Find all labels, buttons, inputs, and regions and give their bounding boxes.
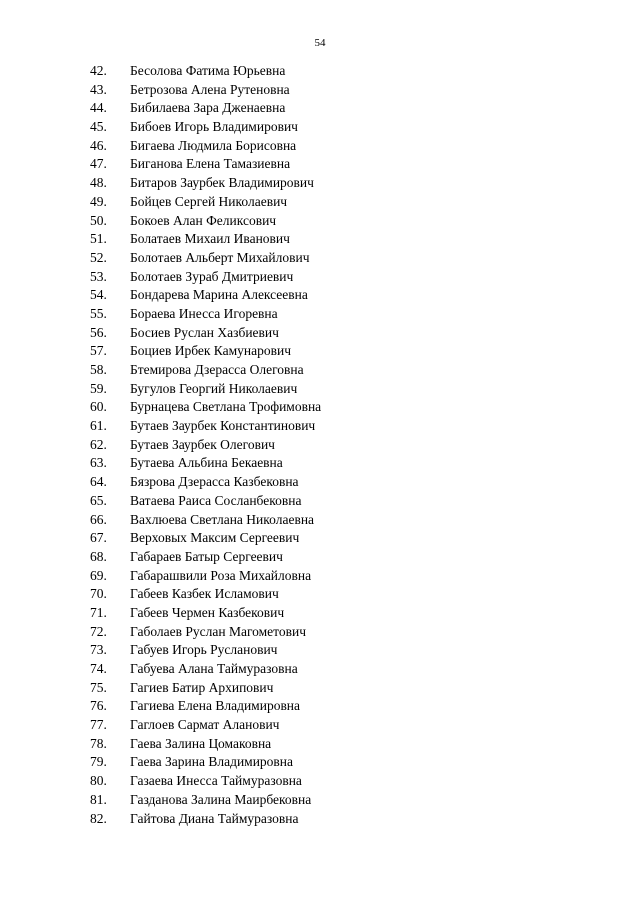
list-item bbox=[0, 735, 640, 754]
list-item-number: 59. bbox=[90, 380, 107, 396]
list-item bbox=[0, 268, 640, 287]
list-item bbox=[0, 548, 640, 567]
list-item-number: 71. bbox=[90, 604, 107, 620]
list-item-name: Бойцев Сергей Николаевич bbox=[130, 193, 288, 209]
list-item-name: Гагиева Елена Владимировна bbox=[130, 698, 301, 714]
list-item-number: 74. bbox=[90, 661, 107, 676]
list-item-name: Бигаева Людмила Борисовна bbox=[130, 137, 297, 153]
list-item bbox=[0, 660, 640, 679]
list-item-number: 81. bbox=[90, 791, 107, 807]
list-item-number: 79. bbox=[90, 754, 107, 770]
list-item-number: 76. bbox=[90, 698, 107, 714]
list-item-name: Босиев Руслан Хазбиевич bbox=[130, 324, 279, 340]
list-item-number: 52. bbox=[90, 249, 107, 265]
list-item-number: 78. bbox=[90, 735, 107, 751]
list-item bbox=[0, 174, 640, 193]
list-item-name: Вахлюева Светлана Николаевна bbox=[130, 511, 315, 527]
list-item-number: 75. bbox=[90, 679, 107, 695]
list-item bbox=[0, 99, 640, 118]
list-item bbox=[0, 118, 640, 137]
list-item-name: Габолаев Руслан Магометович bbox=[130, 623, 307, 639]
list-item-name: Габараев Батыр Сергеевич bbox=[130, 548, 283, 564]
list-item-number: 66. bbox=[90, 511, 107, 527]
list-item-name: Гаглоев Сармат Аланович bbox=[130, 717, 280, 733]
list-item bbox=[0, 641, 640, 660]
list-item-number: 80. bbox=[90, 773, 107, 789]
list-item-number: 69. bbox=[90, 567, 107, 583]
list-item bbox=[0, 810, 640, 829]
list-item-name: Болатаев Михаил Иванович bbox=[130, 231, 290, 247]
list-item-number: 73. bbox=[90, 642, 107, 658]
list-item-name: Болотаев Зураб Дмитриевич bbox=[130, 268, 294, 284]
list-item-name: Боциев Ирбек Камунарович bbox=[130, 343, 292, 359]
list-item bbox=[0, 62, 640, 81]
list-item-number: 49. bbox=[90, 193, 107, 209]
list-item-number: 68. bbox=[90, 548, 107, 564]
list-item-number: 77. bbox=[90, 717, 107, 733]
list-item bbox=[0, 249, 640, 268]
list-item bbox=[0, 398, 640, 417]
list-item bbox=[0, 753, 640, 772]
list-item bbox=[0, 791, 640, 810]
list-item bbox=[0, 511, 640, 530]
list-item-name: Бибоев Игорь Владимирович bbox=[130, 119, 298, 135]
list-item-number: 65. bbox=[90, 492, 107, 508]
name-list bbox=[0, 62, 640, 828]
list-item-name: Гагиев Батир Архипович bbox=[130, 679, 274, 695]
list-item-name: Верховых Максим Сергеевич bbox=[130, 530, 300, 546]
list-item bbox=[0, 436, 640, 455]
list-item-number: 44. bbox=[90, 100, 107, 116]
list-item-number: 46. bbox=[90, 137, 107, 153]
list-item bbox=[0, 567, 640, 586]
list-item-name: Бугулов Георгий Николаевич bbox=[130, 380, 298, 396]
list-item-number: 42. bbox=[90, 63, 107, 78]
list-item-name: Бетрозова Алена Рутеновна bbox=[130, 81, 290, 97]
list-item-number: 51. bbox=[90, 231, 107, 247]
list-item bbox=[0, 492, 640, 511]
list-item-name: Бтемирова Дзерасса Олеговна bbox=[130, 362, 304, 377]
list-item bbox=[0, 529, 640, 548]
list-item-number: 45. bbox=[90, 119, 107, 135]
list-item-name: Бесолова Фатима Юрьевна bbox=[130, 63, 286, 78]
list-item bbox=[0, 604, 640, 623]
list-item-number: 47. bbox=[90, 156, 107, 172]
list-item bbox=[0, 454, 640, 473]
list-item-number: 58. bbox=[90, 362, 107, 377]
list-item-name: Бурнацева Светлана Трофимовна bbox=[130, 399, 322, 415]
list-item-number: 67. bbox=[90, 530, 107, 546]
list-item-number: 61. bbox=[90, 418, 107, 434]
list-item bbox=[0, 772, 640, 791]
list-item bbox=[0, 324, 640, 343]
list-item bbox=[0, 697, 640, 716]
list-item-name: Битаров Заурбек Владимирович bbox=[130, 175, 314, 191]
list-item-name: Габарашвили Роза Михайловна bbox=[130, 567, 312, 583]
list-item-name: Бораева Инесса Игоревна bbox=[130, 305, 278, 321]
list-item bbox=[0, 342, 640, 361]
list-item-number: 60. bbox=[90, 399, 107, 415]
list-item bbox=[0, 623, 640, 642]
list-item-name: Бутаев Заурбек Олегович bbox=[130, 436, 275, 452]
list-item-name: Газданова Залина Маирбековна bbox=[130, 791, 312, 807]
list-item-name: Газаева Инесса Таймуразовна bbox=[130, 773, 302, 789]
list-item bbox=[0, 230, 640, 249]
list-item-number: 72. bbox=[90, 623, 107, 639]
list-item-number: 63. bbox=[90, 455, 107, 471]
list-item-name: Бутаева Альбина Бекаевна bbox=[130, 455, 283, 471]
list-item-number: 50. bbox=[90, 212, 107, 228]
list-item bbox=[0, 155, 640, 174]
list-item bbox=[0, 716, 640, 735]
list-item-name: Гайтова Диана Таймуразовна bbox=[130, 810, 299, 826]
list-item-name: Габуев Игорь Русланович bbox=[130, 642, 278, 658]
list-item-number: 62. bbox=[90, 436, 107, 452]
list-item bbox=[0, 137, 640, 156]
list-item-number: 48. bbox=[90, 175, 107, 191]
list-item bbox=[0, 417, 640, 436]
list-item-number: 56. bbox=[90, 324, 107, 340]
list-item-number: 64. bbox=[90, 474, 107, 490]
list-item bbox=[0, 81, 640, 100]
list-item bbox=[0, 193, 640, 212]
list-item bbox=[0, 286, 640, 305]
list-item-name: Болотаев Альберт Михайлович bbox=[130, 249, 310, 265]
list-item-number: 55. bbox=[90, 305, 107, 321]
list-item-name: Габуева Алана Таймуразовна bbox=[130, 661, 298, 676]
list-item bbox=[0, 305, 640, 324]
list-item-number: 43. bbox=[90, 81, 107, 97]
list-item-number: 70. bbox=[90, 586, 107, 602]
list-item-name: Ватаева Раиса Сосланбековна bbox=[130, 492, 302, 508]
list-item-number: 57. bbox=[90, 343, 107, 359]
page-number: 54 bbox=[314, 37, 326, 49]
list-item-name: Гаева Залина Цомаковна bbox=[130, 735, 272, 751]
list-item-name: Бутаев Заурбек Константинович bbox=[130, 418, 316, 434]
list-item bbox=[0, 380, 640, 399]
list-item-name: Биганова Елена Тамазиевна bbox=[130, 156, 291, 172]
list-item-name: Гаева Зарина Владимировна bbox=[130, 754, 294, 770]
list-item-name: Габеев Казбек Исламович bbox=[130, 586, 279, 602]
list-item bbox=[0, 585, 640, 604]
list-item-number: 82. bbox=[90, 810, 107, 826]
list-item bbox=[0, 473, 640, 492]
list-item-name: Бибилаева Зара Дженаевна bbox=[130, 100, 286, 116]
list-item bbox=[0, 212, 640, 231]
list-item-name: Бондарева Марина Алексеевна bbox=[130, 287, 308, 303]
list-item-number: 54. bbox=[90, 287, 107, 303]
list-item-name: Бязрова Дзерасса Казбековна bbox=[130, 474, 299, 490]
list-item bbox=[0, 679, 640, 698]
list-item-number: 53. bbox=[90, 268, 107, 284]
list-item bbox=[0, 361, 640, 380]
list-item-name: Габеев Чермен Казбекович bbox=[130, 604, 285, 620]
list-item-name: Бокоев Алан Феликсович bbox=[130, 212, 277, 228]
